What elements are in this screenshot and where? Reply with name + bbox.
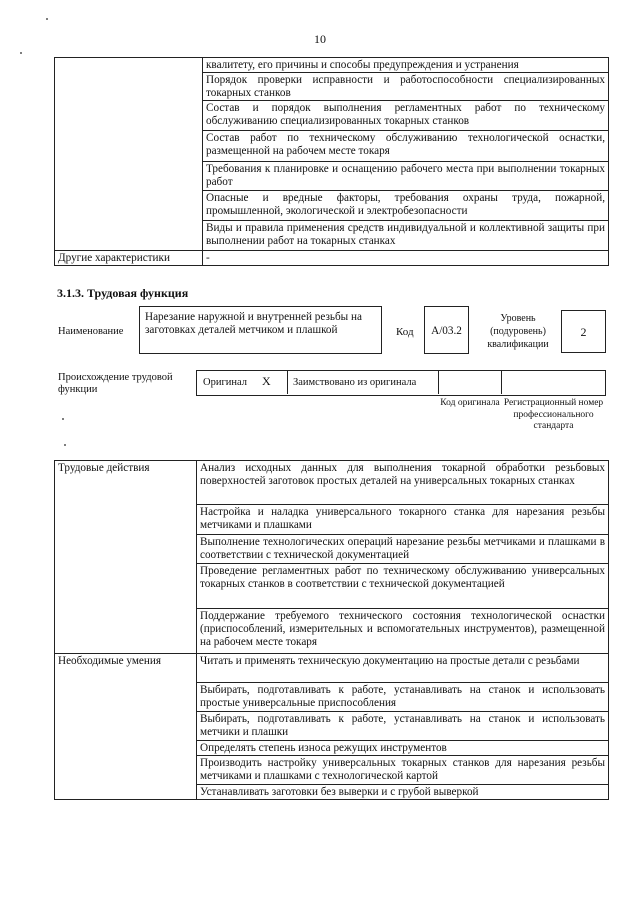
knowledge-table	[54, 57, 609, 266]
labor-actions-label: Трудовые действия	[55, 461, 197, 654]
code-original-label: Код оригинала	[440, 398, 500, 408]
knowledge-item: Опасные и вредные факторы, требования охраны труда, пожарной, промышленной, экологической и электробезопасности	[203, 191, 609, 221]
knowledge-item: Состав работ по техническому обслуживанию технологической оснастки, размещенной на рабочем месте токаря	[203, 131, 609, 162]
other-characteristics-value: -	[203, 251, 609, 266]
knowledge-item: квалитету, его причины и способы предупреждения и устранения	[203, 58, 609, 73]
scan-speck	[64, 444, 66, 446]
divider	[287, 370, 288, 394]
scan-speck	[46, 18, 48, 20]
reg-number-label: Регистрационный номер профессионального стандарта	[503, 398, 604, 431]
code-label: Код	[396, 326, 414, 338]
divider	[438, 370, 439, 394]
scan-speck	[62, 418, 64, 420]
scan-speck	[20, 52, 22, 54]
name-value: Нарезание наружной и внутренней резьбы на заготовках деталей метчиком и плашкой	[145, 311, 362, 336]
function-table	[54, 460, 609, 800]
other-characteristics-label: Другие характеристики	[55, 251, 203, 266]
labor-action-item: Проведение регламентных работ по техническому обслуживанию универсальных токарных станков в соответствии с технической документацией	[197, 564, 609, 609]
level-box	[561, 310, 606, 353]
level-label: Уровень (подуровень) квалификации	[487, 313, 549, 350]
skill-item: Производить настройку универсальных токарных станков для нарезания резьбы метчиками и плашками с технологической картой	[197, 756, 609, 785]
page-number: 10	[314, 32, 326, 46]
divider	[501, 370, 502, 394]
skill-item: Определять степень износа режущих инструментов	[197, 741, 609, 756]
section-heading: 3.1.3. Трудовая функция	[57, 286, 189, 300]
skill-item: Выбирать, подготавливать к работе, устанавливать на станок и использовать метчики и плашки	[197, 712, 609, 741]
knowledge-label-cell	[55, 58, 203, 251]
name-label: Наименование	[58, 326, 124, 337]
labor-action-item: Настройка и наладка универсального токарного станка для нарезания резьбы метчиками и плашками	[197, 505, 609, 535]
origin-label: Происхождение трудовой функции	[58, 372, 173, 395]
skill-item: Читать и применять техническую документацию на простые детали с резьбами	[197, 654, 609, 683]
knowledge-item: Виды и правила применения средств индивидуальной и коллективной защиты при выполнении работ на токарных станках	[203, 221, 609, 251]
labor-action-item: Анализ исходных данных для выполнения токарной обработки резьбовых поверхностей заготовок простых деталей на универсальных токарных станках	[197, 461, 609, 505]
required-skills-label: Необходимые умения	[55, 654, 197, 800]
code-value: А/03.2	[431, 325, 462, 337]
level-value: 2	[580, 325, 587, 339]
original-label: Оригинал	[203, 377, 247, 388]
name-box	[139, 306, 382, 354]
skill-item: Выбирать, подготавливать к работе, устанавливать на станок и использовать простые универсальные приспособления	[197, 683, 609, 712]
labor-action-item: Поддержание требуемого технического состояния технологической оснастки (приспособлений, измерительных и вспомогательных инструментов), размещенной на рабочем месте токаря	[197, 609, 609, 654]
knowledge-item: Состав и порядок выполнения регламентных работ по техническому обслуживанию специализированных токарных станков	[203, 101, 609, 131]
original-mark: X	[262, 374, 271, 388]
code-box	[424, 306, 469, 354]
borrowed-label: Заимствовано из оригинала	[293, 377, 417, 388]
labor-action-item: Выполнение технологических операций нарезание резьбы метчиками и плашками в соответствии с технической документацией	[197, 535, 609, 564]
knowledge-item: Порядок проверки исправности и работоспособности специализированных токарных станков	[203, 73, 609, 101]
skill-item: Устанавливать заготовки без выверки и с грубой выверкой	[197, 785, 609, 800]
knowledge-item: Требования к планировке и оснащению рабочего места при выполнении токарных работ	[203, 162, 609, 191]
